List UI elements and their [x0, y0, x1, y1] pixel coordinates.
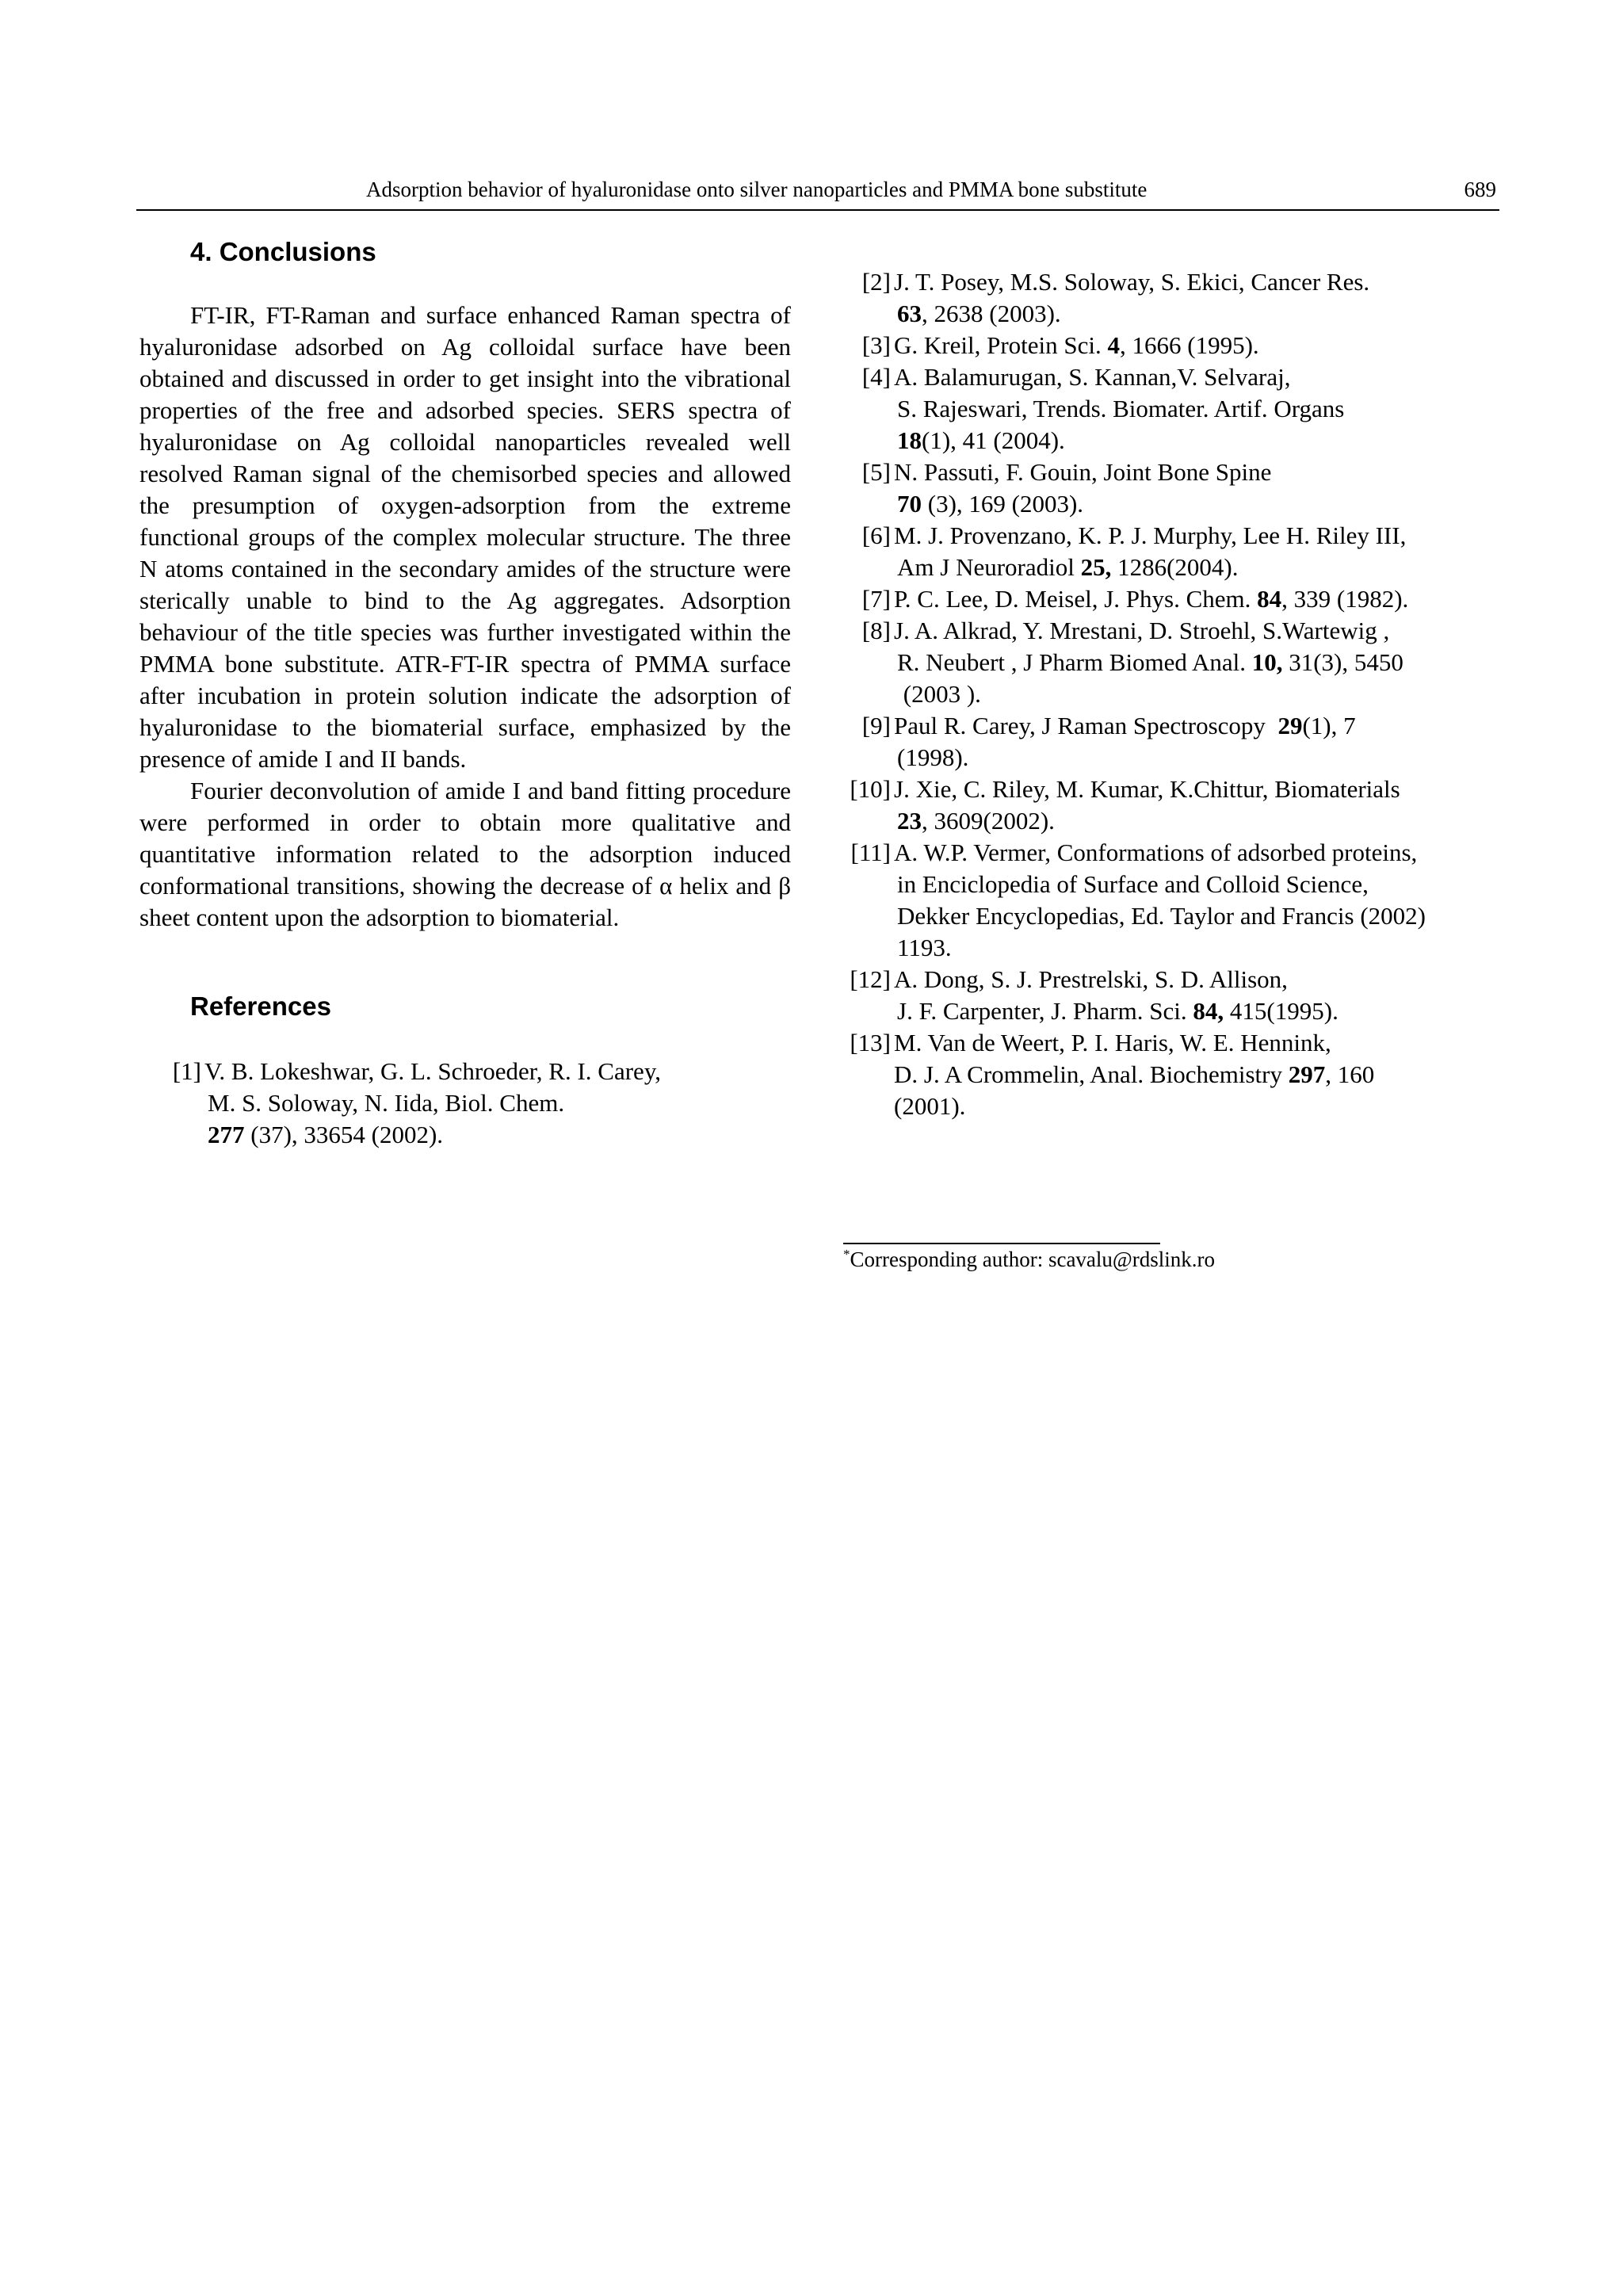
- references-heading: References: [190, 991, 331, 1021]
- reference-number: [10]: [850, 775, 891, 803]
- reference-journal: R. Neubert , J Pharm Biomed Anal.: [897, 648, 1252, 676]
- reference-line: [894, 1059, 1507, 1091]
- reference-line: (2001).: [894, 1092, 966, 1120]
- reference-volume: 18: [897, 426, 922, 454]
- reference-line: in Enciclopedia of Surface and Colloid Science,: [897, 870, 1369, 898]
- reference-line: (1998).: [897, 743, 969, 771]
- reference-number: [6]: [861, 521, 891, 549]
- reference-text: [894, 361, 1507, 457]
- reference-volume: 23: [897, 807, 922, 835]
- footnote: [843, 1246, 1215, 1273]
- reference-line: A. Balamurugan, S. Kannan,V. Selvaraj,: [894, 363, 1291, 391]
- reference-line: [894, 488, 1507, 520]
- reference-line: [894, 710, 1507, 742]
- reference-item: [152, 1056, 791, 1151]
- reference-line: [894, 805, 1507, 837]
- reference-item: [842, 583, 1507, 615]
- reference-volume: 25,: [1080, 553, 1112, 581]
- reference-line: V. B. Lokeshwar, G. L. Schroeder, R. I. Carey,: [204, 1057, 662, 1085]
- reference-item: [842, 710, 1507, 774]
- reference-line: J. T. Posey, M.S. Soloway, S. Ekici, Cancer Res.: [894, 268, 1370, 296]
- reference-line: 1193.: [897, 934, 952, 961]
- reference-line: [894, 995, 1507, 1027]
- conclusions-heading: 4. Conclusions: [190, 237, 376, 266]
- reference-list: [842, 266, 1507, 1122]
- reference-item: [842, 1027, 1507, 1122]
- reference-text: [894, 266, 1507, 330]
- reference-number: [7]: [861, 585, 891, 613]
- reference-volume: 84,: [1193, 997, 1224, 1025]
- reference-text: [894, 964, 1507, 1027]
- right-column: [842, 266, 1507, 1122]
- reference-journal: Am J Neuroradiol: [897, 553, 1081, 581]
- reference-details: 1286(2004).: [1111, 553, 1239, 581]
- reference-volume: 63: [897, 300, 922, 327]
- reference-number: [11]: [850, 839, 891, 866]
- reference-line: [894, 647, 1507, 678]
- reference-text: [894, 615, 1507, 710]
- reference-text: [894, 457, 1507, 520]
- reference-volume: 10,: [1251, 648, 1283, 676]
- conclusions-paragraph: FT-IR, FT-Raman and surface enhanced Raman spectra of hyaluronidase adsorbed on Ag colloidal surface have been obtained and discussed in order to get insight into the vibrational properties of the free and adsorbed species. SERS spectra of hyaluronidase on Ag colloidal nanoparticles revealed well resolved Raman signal of the chemisorbed species and allowed the presumption of oxygen-adsorption from the extreme functional groups of the complex molecular structure. The three N atoms contained in the secondary amides of the structure were sterically unable to bind to the Ag aggregates. Adsorption behaviour of the title species was further investigated within the PMMA bone substitute. ATR-FT-IR spectra of PMMA surface after incubation in protein solution indicate the adsorption of hyaluronidase to the biomaterial surface, emphasized by the presence of amide I and II bands.: [139, 301, 791, 773]
- reference-text: [894, 1027, 1507, 1122]
- reference-text: [204, 1056, 791, 1151]
- reference-line: M. S. Soloway, N. Iida, Biol. Chem.: [208, 1089, 565, 1117]
- reference-details: , 2638 (2003).: [922, 300, 1061, 327]
- reference-item: [842, 837, 1507, 964]
- conclusions-paragraph: Fourier deconvolution of amide I and band fitting procedure were performed in order to obtain more qualitative and quantitative information related to the adsorption induced conformational transitions, showing the decrease of α helix and β sheet content upon the adsorption to biomaterial.: [139, 777, 791, 931]
- reference-line: A. W.P. Vermer, Conformations of adsorbed proteins,: [894, 839, 1418, 866]
- reference-details: , 160: [1325, 1060, 1375, 1088]
- reference-line: S. Rajeswari, Trends. Biomater. Artif. Organs: [897, 395, 1345, 422]
- reference-item: [842, 520, 1507, 583]
- reference-volume: 297: [1288, 1060, 1326, 1088]
- reference-line: M. J. Provenzano, K. P. J. Murphy, Lee H. Riley III,: [894, 521, 1407, 549]
- reference-number: [5]: [861, 458, 891, 486]
- reference-details: 415(1995).: [1224, 997, 1338, 1025]
- reference-list: [139, 1056, 791, 1151]
- reference-volume: 4: [1107, 331, 1120, 359]
- reference-line: M. Van de Weert, P. I. Haris, W. E. Hennink,: [894, 1029, 1331, 1056]
- reference-number: [1]: [172, 1057, 201, 1085]
- reference-volume: 277: [208, 1121, 245, 1148]
- reference-authors: P. C. Lee, D. Meisel, J. Phys. Chem.: [894, 585, 1258, 613]
- footnote-rule: [843, 1243, 1160, 1244]
- reference-line: [894, 583, 1507, 615]
- reference-line: [894, 330, 1507, 361]
- reference-volume: 70: [897, 490, 922, 518]
- reference-item: [842, 457, 1507, 520]
- reference-line: [894, 425, 1507, 457]
- reference-number: [3]: [861, 331, 891, 359]
- reference-number: [8]: [861, 617, 891, 644]
- reference-line: [894, 552, 1507, 583]
- reference-number: [2]: [861, 268, 891, 296]
- reference-number: [9]: [861, 712, 891, 739]
- reference-details: , 339 (1982).: [1281, 585, 1409, 613]
- reference-line: J. A. Alkrad, Y. Mrestani, D. Stroehl, S.Wartewig ,: [894, 617, 1390, 644]
- reference-details: (1), 41 (2004).: [922, 426, 1065, 454]
- reference-number: [12]: [850, 965, 891, 993]
- reference-text: [894, 710, 1507, 774]
- reference-item: [842, 330, 1507, 361]
- page-number: 689: [1464, 178, 1496, 201]
- reference-line: N. Passuti, F. Gouin, Joint Bone Spine: [894, 458, 1272, 486]
- reference-volume: 29: [1277, 712, 1303, 739]
- footnote-text: Corresponding author: scavalu@rdslink.ro: [850, 1247, 1216, 1271]
- reference-item: [842, 964, 1507, 1027]
- reference-journal: J. F. Carpenter, J. Pharm. Sci.: [897, 997, 1193, 1025]
- reference-volume: 84: [1257, 585, 1282, 613]
- reference-number: [13]: [850, 1029, 891, 1056]
- reference-journal: D. J. A Crommelin, Anal. Biochemistry: [894, 1060, 1289, 1088]
- reference-line: Dekker Encyclopedias, Ed. Taylor and Francis (2002): [897, 902, 1426, 930]
- reference-text: [894, 837, 1507, 964]
- reference-details: (37), 33654 (2002).: [244, 1121, 444, 1148]
- left-column: [139, 233, 791, 1151]
- reference-item: [842, 615, 1507, 710]
- reference-details: , 3609(2002).: [922, 807, 1055, 835]
- running-title: Adsorption behavior of hyaluronidase onto silver nanoparticles and PMMA bone substitute: [366, 178, 1148, 201]
- running-header: [136, 178, 1499, 211]
- reference-line: (2003 ).: [897, 680, 981, 708]
- reference-item: [842, 361, 1507, 457]
- reference-authors: Paul R. Carey, J Raman Spectroscopy: [894, 712, 1278, 739]
- reference-line: [204, 1119, 791, 1151]
- reference-text: [894, 774, 1507, 837]
- reference-details: , 1666 (1995).: [1120, 331, 1259, 359]
- reference-text: [894, 583, 1507, 615]
- reference-number: [4]: [861, 363, 891, 391]
- reference-item: [842, 266, 1507, 330]
- reference-line: J. Xie, C. Riley, M. Kumar, K.Chittur, Biomaterials: [894, 775, 1400, 803]
- reference-details: (1), 7: [1302, 712, 1356, 739]
- reference-details: 31(3), 5450: [1282, 648, 1403, 676]
- reference-item: [842, 774, 1507, 837]
- reference-text: [894, 520, 1507, 583]
- reference-line: [894, 298, 1507, 330]
- footnote-marker: *: [843, 1247, 850, 1262]
- reference-details: (3), 169 (2003).: [922, 490, 1084, 518]
- reference-authors: G. Kreil, Protein Sci.: [894, 331, 1108, 359]
- reference-line: A. Dong, S. J. Prestrelski, S. D. Allison,: [894, 965, 1288, 993]
- reference-text: [894, 330, 1507, 361]
